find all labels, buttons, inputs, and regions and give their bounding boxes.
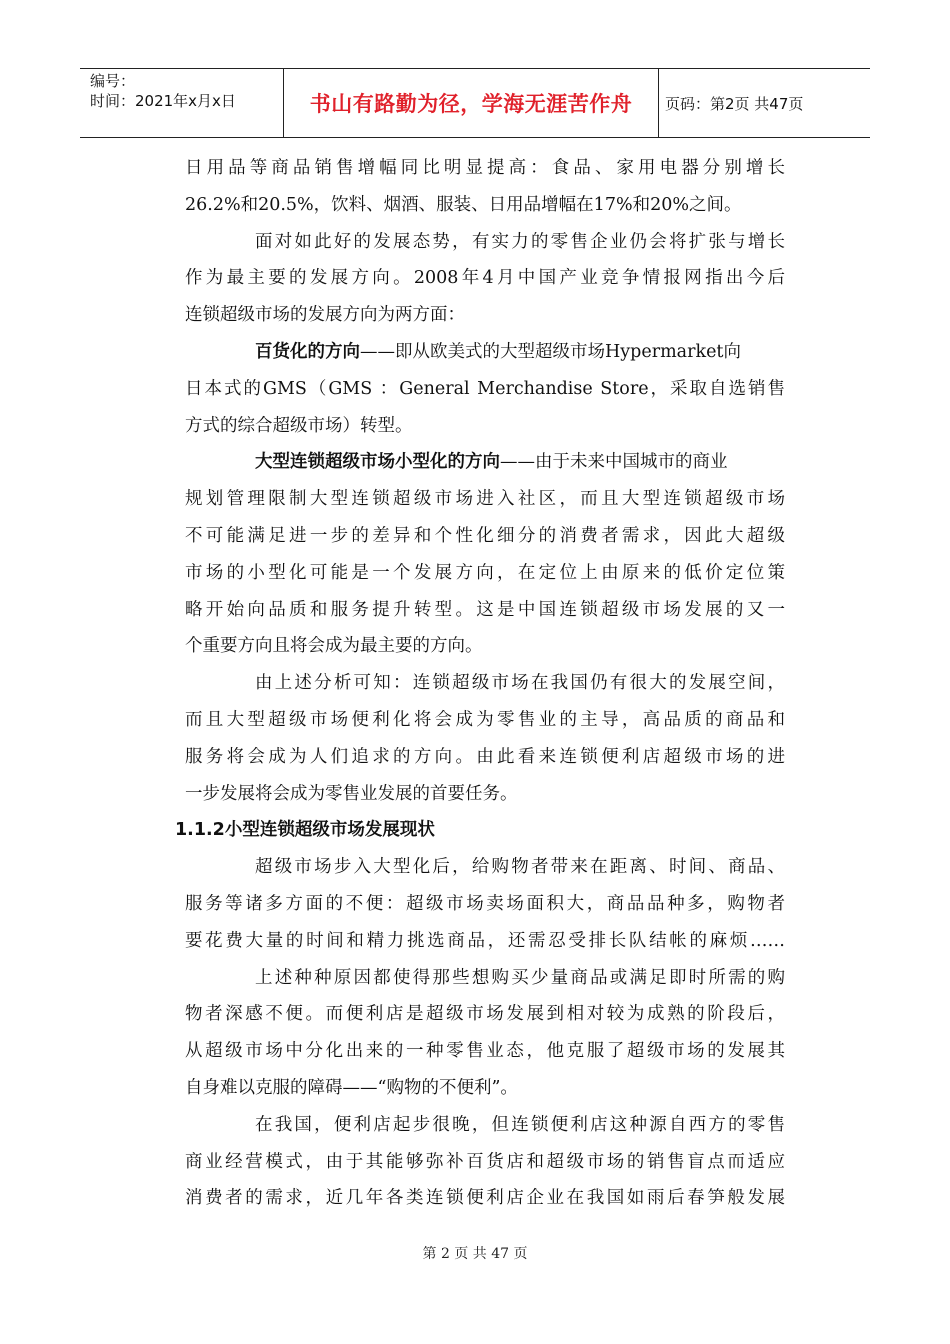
text-line: 26.2%和20.5%，饮料、烟酒、服装、日用品增幅在17%和20%之间。 xyxy=(185,194,742,215)
text-line: 服务等诸多方面的不便：超级市场卖场面积大，商品品种多，购物者 xyxy=(185,893,785,914)
text-line: 由上述分析可知：连锁超级市场在我国仍有很大的发展空间， xyxy=(255,673,785,694)
text-line: 日用品等商品销售增幅同比明显提高：食品、家用电器分别增长 xyxy=(185,158,785,178)
text-run: ——由于未来中国城市的商业 xyxy=(500,452,728,473)
text-line: 服务将会成为人们追求的方向。由此看来连锁便利店超级市场的进 xyxy=(185,746,785,767)
page-label: 页码：第2页 共47页 xyxy=(665,94,804,113)
text-line: 方式的综合超级市场）转型。 xyxy=(185,415,413,436)
text-line: 市场的小型化可能是一个发展方向，在定位上由原来的低价定位策 xyxy=(185,562,785,583)
motto: 书山有路勤为径，学海无涯苦作舟 xyxy=(309,92,633,116)
text-line: 从超级市场中分化出来的一种零售业态，他克服了超级市场的发展其 xyxy=(185,1041,785,1062)
page-header xyxy=(80,68,870,138)
text-run: ——即从欧美式的大型超级市场Hypermarket向 xyxy=(360,341,741,362)
text-line: 上述种种原因都使得那些想购买少量商品或满足即时所需的购 xyxy=(255,967,785,988)
text-line: 连锁超级市场的发展方向为两方面： xyxy=(185,305,465,326)
text-line: 不可能满足进一步的差异和个性化细分的消费者需求，因此大超级 xyxy=(185,525,785,546)
text-line: 一步发展将会成为零售业发展的首要任务。 xyxy=(185,783,518,804)
header-motto-cell xyxy=(283,69,659,137)
bold-term: 大型连锁超级市场小型化的方向 xyxy=(255,452,500,473)
bold-term: 百货化的方向 xyxy=(255,341,360,362)
number-label: 编号： xyxy=(90,72,136,90)
text-line: 自身难以克服的障碍——“购物的不便利”。 xyxy=(185,1077,518,1098)
text-line: 商业经营模式，由于其能够弥补百货店和超级市场的销售盲点而适应 xyxy=(185,1151,785,1172)
text-line: 规划管理限制大型连锁超级市场进入社区，而且大型连锁超级市场 xyxy=(185,489,785,510)
text-line: 个重要方向且将会成为最主要的方向。 xyxy=(185,636,483,657)
header-page-cell xyxy=(659,69,870,137)
text-line: 日本式的GMS（GMS ：General Merchandise Store，采取自选销售 xyxy=(185,378,785,399)
text-line: 物者深感不便。而便利店是超级市场发展到相对较为成熟的阶段后， xyxy=(185,1004,785,1025)
text-line: 在我国，便利店起步很晚，但连锁便利店这种源自西方的零售 xyxy=(255,1114,785,1135)
date-label: 时间：2021年x月x日 xyxy=(90,92,236,110)
section-heading: 1.1.2小型连锁超级市场发展现状 xyxy=(175,820,435,841)
text-line: 要花费大量的时间和精力挑选商品，还需忍受排长队结帐的麻烦…… xyxy=(185,930,785,951)
page-footer: 第 2 页 共 47 页 xyxy=(422,1246,528,1262)
text-line: 面对如此好的发展态势，有实力的零售企业仍会将扩张与增长 xyxy=(255,231,785,252)
text-line xyxy=(185,444,785,481)
text-line xyxy=(185,334,785,371)
header-meta xyxy=(80,69,283,137)
text-line: 而且大型超级市场便利化将会成为零售业的主导，高品质的商品和 xyxy=(185,709,785,730)
text-line: 略开始向品质和服务提升转型。这是中国连锁超级市场发展的又一 xyxy=(185,599,785,620)
text-line: 超级市场步入大型化后，给购物者带来在距离、时间、商品、 xyxy=(255,857,785,878)
document-body xyxy=(175,150,785,1217)
text-line: 消费者的需求，近几年各类连锁便利店企业在我国如雨后春笋般发展 xyxy=(185,1188,785,1209)
text-line: 作为最主要的发展方向。2008年4月中国产业竞争情报网指出今后 xyxy=(185,268,785,289)
